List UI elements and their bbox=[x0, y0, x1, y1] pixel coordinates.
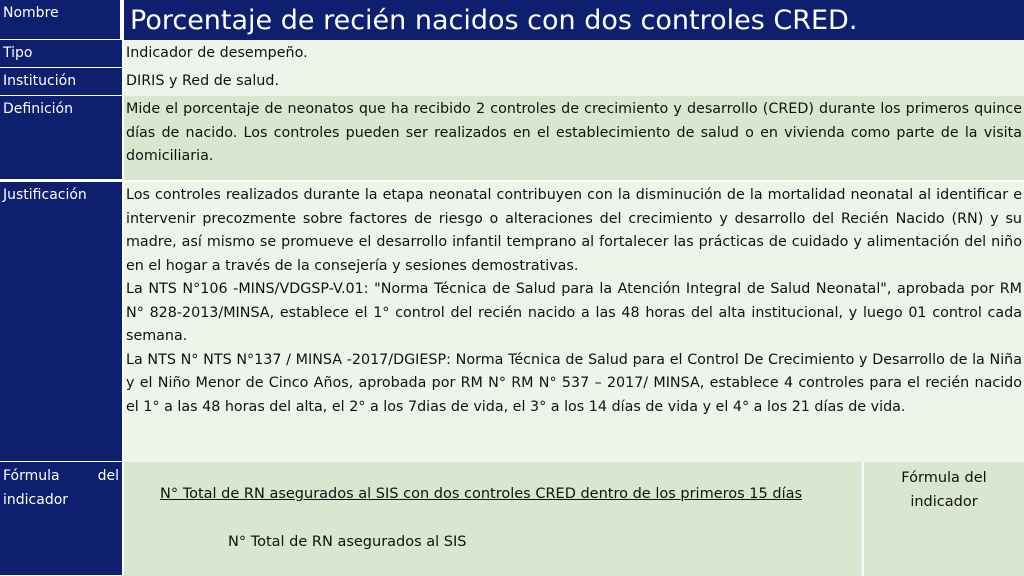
row-tipo bbox=[0, 40, 1024, 68]
row-formula bbox=[0, 462, 1024, 576]
formula-box bbox=[124, 462, 862, 576]
value-definicion bbox=[124, 96, 1024, 180]
justificacion-paragraph-2: La NTS N°106 -MINS/VDGSP-V.01: "Norma Técnica de Salud para la Atención Integral de Salud Neonatal", aprobada por RM N° 828-2013/MINSA, establece el 1° control del recién nacido a las 48 horas del alta institucional, y luego 01 control cada semana. bbox=[126, 281, 1022, 344]
label-justificacion: Justificación bbox=[0, 182, 122, 462]
label-nombre: Nombre bbox=[0, 0, 122, 40]
formula-numerator: N° Total de RN asegurados al SIS con dos controles CRED dentro de los primeros 15 días bbox=[160, 486, 803, 502]
justificacion-paragraph-1: Los controles realizados durante la etapa neonatal contribuyen con la disminución de la mortalidad neonatal al identificar e intervenir precozmente sobre factores de riesgo o alteraciones del crecimiento y desarrollo del Recién Nacido (RN) y su madre, así mismo se promueve el desarrollo infantil temprano al fortalecer las prácticas de cuidado y alimentación del niño en el hogar a través de la consejería y sesiones demostrativas. bbox=[126, 187, 1022, 274]
row-definicion bbox=[0, 96, 1024, 180]
value-institucion: DIRIS y Red de salud. bbox=[124, 68, 1024, 96]
justificacion-paragraph-3: La NTS N° NTS N°137 / MINSA -2017/DGIESP: Norma Técnica de Salud para el Control De Crecimiento y Desarrollo de la Niña y el Niño Menor de Cinco Años, aprobada por RM N° RM N° 537 – 2017/ MINSA, establece 4 controles para el recién nacido el 1° a las 48 horas del alta, el 2° a los 7dias de vida, el 3° a los 14 días de vida y el 4° a los 21 días de vida. bbox=[126, 351, 1022, 415]
formula-right-label bbox=[864, 462, 1024, 576]
label-tipo: Tipo bbox=[0, 40, 122, 68]
label-formula: Fórmula del indicador bbox=[0, 462, 122, 576]
value-tipo: Indicador de desempeño. bbox=[124, 40, 1024, 68]
definicion-text: Mide el porcentaje de neonatos que ha recibido 2 controles de crecimiento y desarrollo (CRED) durante los primeros quince días de nacido. Los controles pueden ser realizados en el establecimiento de salud o en vivienda como parte de la visita domiciliaria. bbox=[126, 101, 1022, 164]
row-institucion bbox=[0, 68, 1024, 96]
row-justificacion bbox=[0, 182, 1024, 462]
value-justificacion bbox=[124, 182, 1024, 462]
label-definicion: Definición bbox=[0, 96, 122, 180]
formula-right-text: Fórmula del indicador bbox=[901, 470, 987, 510]
row-nombre bbox=[0, 0, 1024, 40]
label-institucion: Institución bbox=[0, 68, 122, 96]
page-title: Porcentaje de recién nacidos con dos controles CRED. bbox=[124, 0, 1024, 40]
formula-denominator: N° Total de RN asegurados al SIS bbox=[228, 534, 467, 550]
